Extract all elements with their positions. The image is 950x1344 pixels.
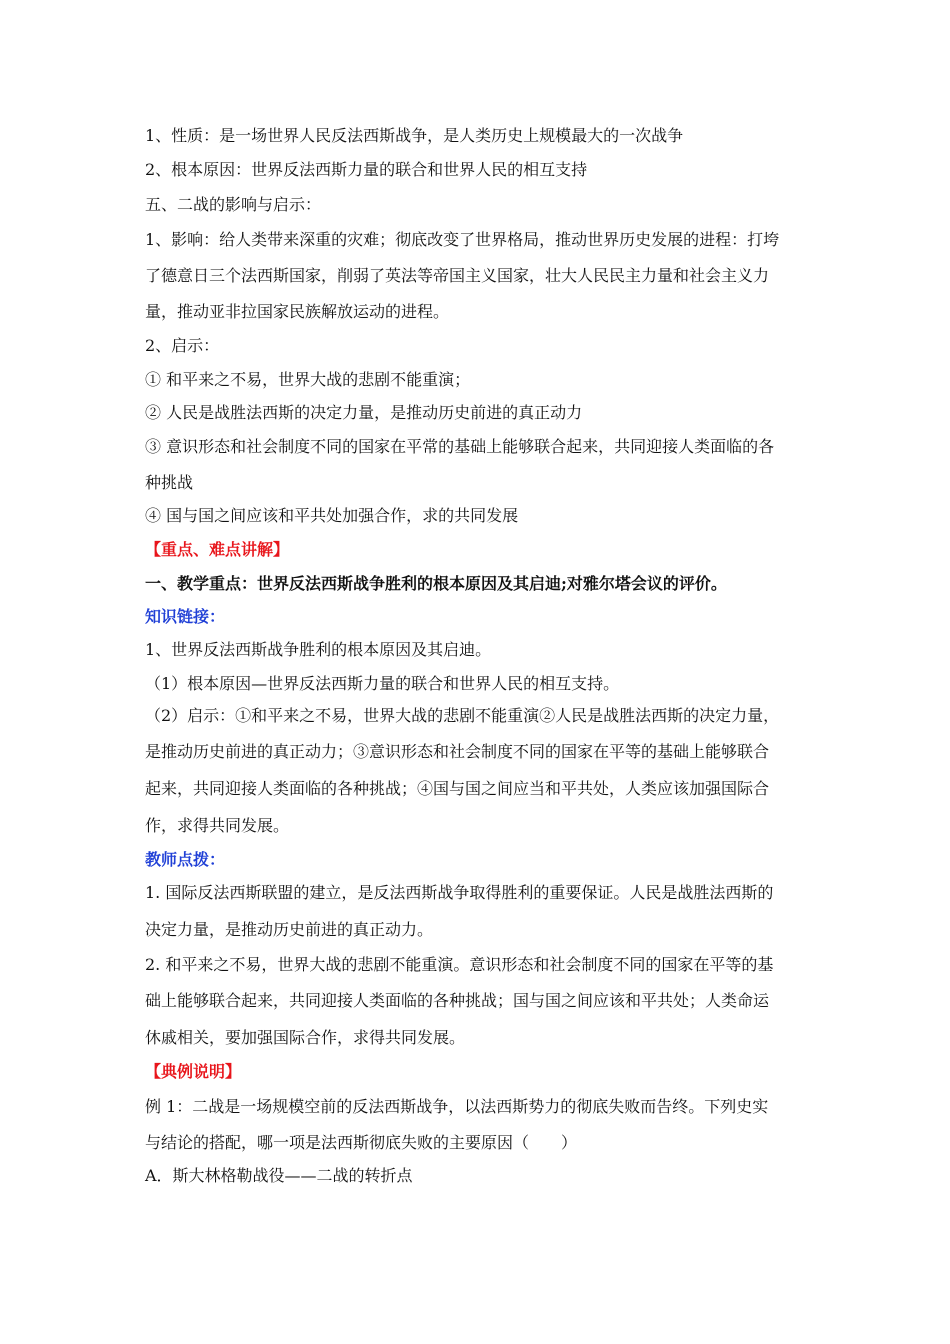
knowledge-link-enlightenment-2: 是推动历史前进的真正动力；③意识形态和社会制度不同的国家在平等的基础上能够联合 bbox=[145, 742, 770, 761]
influence-line-3: 量，推动亚非拉国家民族解放运动的进程。 bbox=[145, 302, 450, 321]
enlightenment-item-4: ④ 国与国之间应该和平共处加强合作，求的共同发展 bbox=[145, 506, 519, 525]
influence-line-1: 1、影响：给人类带来深重的灾难；彻底改变了世界格局，推动世界历史发展的进程：打垮 bbox=[145, 230, 780, 249]
example-1-option-a: A．斯大林格勒战役——二战的转折点 bbox=[145, 1166, 413, 1185]
root-cause-line: 2、根本原因：世界反法西斯力量的联合和世界人民的相互支持 bbox=[145, 160, 588, 179]
teacher-tip-1: 1. 国际反法西斯联盟的建立，是反法西斯战争取得胜利的重要保证。人民是战胜法西斯的 bbox=[145, 883, 774, 902]
key-points-heading: 【重点、难点讲解】 bbox=[145, 540, 290, 559]
knowledge-link-enlightenment-3: 起来，共同迎接人类面临的各种挑战；④国与国之间应当和平共处，人类应该加强国际合 bbox=[145, 779, 770, 798]
nature-line: 1、性质：是一场世界人民反法西斯战争，是人类历史上规模最大的一次战争 bbox=[145, 126, 684, 145]
example-1-question-cont: 与结论的搭配，哪一项是法西斯彻底失败的主要原因（ ） bbox=[145, 1133, 578, 1152]
example-heading: 【典例说明】 bbox=[145, 1062, 242, 1081]
example-1-question: 例 1：二战是一场规模空前的反法西斯战争，以法西斯势力的彻底失败而告终。下列史实 bbox=[145, 1097, 769, 1116]
knowledge-link-enlightenment-1: （2）启示：①和平来之不易，世界大战的悲剧不能重演②人民是战胜法西斯的决定力量， bbox=[145, 706, 780, 725]
teacher-tip-2-cont-2: 休戚相关，要加强国际合作，求得共同发展。 bbox=[145, 1028, 466, 1047]
section-five-heading: 五、二战的影响与启示： bbox=[145, 195, 322, 214]
teaching-focus: 一、教学重点：世界反法西斯战争胜利的根本原因及其启迪;对雅尔塔会议的评价。 bbox=[145, 574, 727, 593]
knowledge-link-heading: 知识链接： bbox=[145, 607, 226, 626]
teacher-tips-heading: 教师点拨： bbox=[145, 850, 226, 869]
enlightenment-item-2: ② 人民是战胜法西斯的决定力量，是推动历史前进的真正动力 bbox=[145, 403, 583, 422]
enlightenment-heading: 2、启示： bbox=[145, 336, 220, 355]
knowledge-link-1: 1、世界反法西斯战争胜利的根本原因及其启迪。 bbox=[145, 640, 492, 659]
enlightenment-item-3-cont: 种挑战 bbox=[145, 473, 194, 492]
influence-line-2: 了德意日三个法西斯国家，削弱了英法等帝国主义国家，壮大人民民主力量和社会主义力 bbox=[145, 266, 770, 285]
knowledge-link-enlightenment-4: 作，求得共同发展。 bbox=[145, 816, 290, 835]
enlightenment-item-1: ① 和平来之不易，世界大战的悲剧不能重演； bbox=[145, 370, 471, 389]
enlightenment-item-3: ③ 意识形态和社会制度不同的国家在平常的基础上能够联合起来，共同迎接人类面临的各 bbox=[145, 437, 775, 456]
teacher-tip-2: 2. 和平来之不易，世界大战的悲剧不能重演。意识形态和社会制度不同的国家在平等的基 bbox=[145, 955, 774, 974]
knowledge-link-root-cause: （1）根本原因—世界反法西斯力量的联合和世界人民的相互支持。 bbox=[145, 674, 620, 693]
teacher-tip-1-cont: 决定力量，是推动历史前进的真正动力。 bbox=[145, 920, 434, 939]
teacher-tip-2-cont-1: 础上能够联合起来，共同迎接人类面临的各种挑战；国与国之间应该和平共处；人类命运 bbox=[145, 991, 770, 1010]
